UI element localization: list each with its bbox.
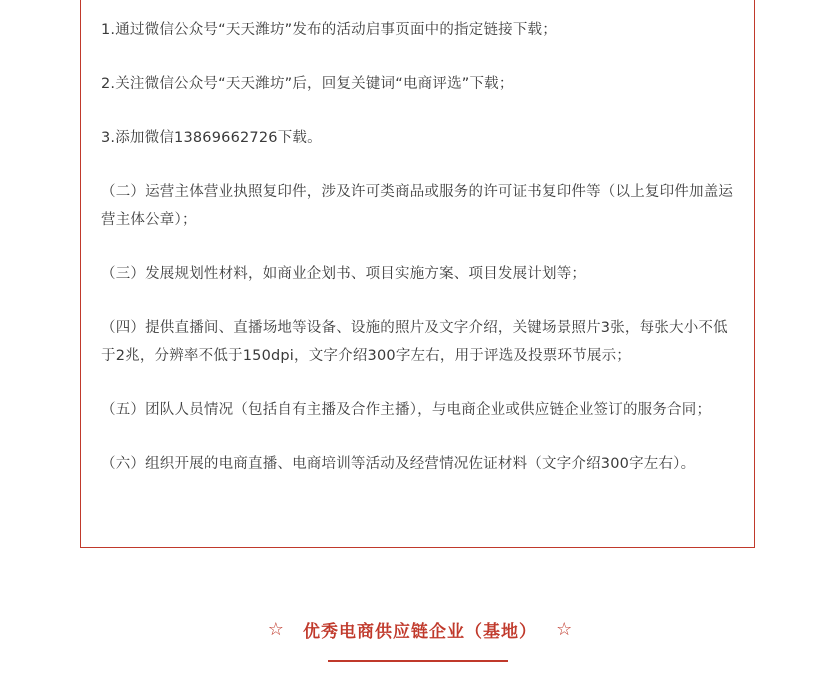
section-title: 优秀电商供应链企业（基地） bbox=[303, 622, 537, 642]
section-header bbox=[0, 617, 840, 642]
paragraph-team-info: （五）团队人员情况（包括自有主播及合作主播），与电商企业或供应链企业签订的服务合同； bbox=[101, 402, 712, 418]
paragraph-activity-evidence: （六）组织开展的电商直播、电商培训等活动及经营情况佐证材料（文字介绍300字左右）。 bbox=[101, 456, 696, 472]
paragraph-follow-account: 2.关注微信公众号“天天潍坊”后，回复关键词“电商评选”下载； bbox=[101, 76, 514, 92]
paragraph-planning-materials: （三）发展规划性材料，如商业企划书、项目实施方案、项目发展计划等； bbox=[101, 266, 587, 282]
content-box bbox=[80, 0, 755, 548]
paragraph-add-wechat: 3.添加微信13869662726下载。 bbox=[101, 130, 322, 146]
paragraph-business-license: （二）运营主体营业执照复印件，涉及许可类商品或服务的许可证书复印件等（以上复印件加盖运营主体公章）； bbox=[101, 184, 734, 228]
paragraph-live-room-photos: （四）提供直播间、直播场地等设备、设施的照片及文字介绍，关键场景照片3张，每张大小不低于2兆，分辨率不低于150dpi，文字介绍300字左右，用于评选及投票环节展示； bbox=[101, 320, 728, 364]
star-icon: ☆ bbox=[556, 619, 573, 640]
section-underline bbox=[328, 660, 508, 662]
star-icon: ☆ bbox=[267, 619, 284, 640]
paragraph-download-link: 1.通过微信公众号“天天潍坊”发布的活动启事页面中的指定链接下载； bbox=[101, 22, 557, 38]
